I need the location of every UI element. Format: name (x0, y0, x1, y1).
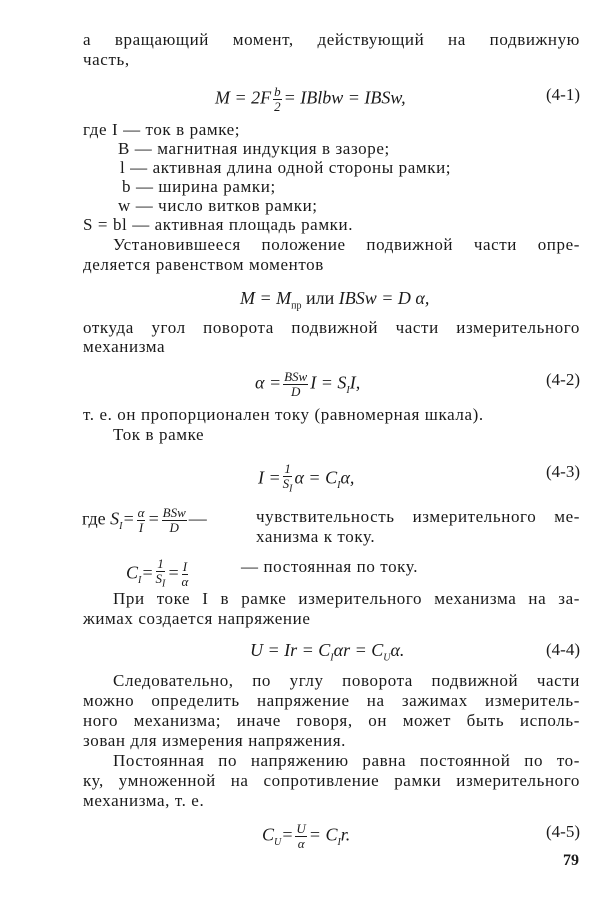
page-number: 79 (563, 852, 579, 869)
text-line: Постоянная по напряжению равна постоянной по то- (113, 751, 580, 770)
equation-number: (4-1) (546, 85, 580, 104)
text-line: зован для измерения напряжения. (83, 731, 346, 750)
equation-moments: $M = M_{пр}$ или IBSw = D α, (240, 288, 430, 312)
text-line: чувствительность измерительного ме- (256, 507, 580, 526)
text-line: Следовательно, по углу поворота подвижной части (113, 671, 580, 690)
equation-sensitivity: где $S_I=$ $\frac{\alpha}{I}$ = BSw D — (82, 505, 207, 535)
equation-4-1: M = 2F $\frac{b}{2}$ = IBlbw = IBSw, (215, 84, 406, 114)
text-line: ного механизма; иначе говоря, он может быть исполь- (83, 711, 580, 730)
text-line: откуда угол поворота подвижной части измерительного (83, 318, 580, 337)
equation-4-5: $C_U=$ $\frac{U}{\alpha}$ = $C_Ir$. (262, 821, 351, 851)
equation-4-4: $U = Ir = C_I\alpha r = C_U\alpha$. (250, 640, 405, 664)
equation-number: (4-2) (546, 370, 580, 389)
text-line: жимах создается напряжение (83, 609, 311, 628)
text-line: b — ширина рамки; (122, 177, 276, 196)
equation-number: (4-3) (546, 462, 580, 481)
text-line: можно определить напряжение на зажимах измеритель- (83, 691, 580, 710)
equation-4-2: α = BSw D $I = S_II$, (255, 369, 361, 399)
text-line: где I — ток в рамке; (83, 120, 241, 139)
text-line: w — число витков рамки; (118, 196, 318, 215)
text-line: а вращающий момент, действующий на подвижную (83, 30, 580, 49)
text-line: часть, (83, 50, 130, 69)
equation-4-3: I = $\frac{1}{S_I}$ $\alpha = C_I\alpha$, (258, 461, 355, 495)
text-line: деляется равенством моментов (83, 255, 324, 274)
text-line: ханизма к току. (256, 527, 376, 546)
text-line: B — магнитная индукция в зазоре; (118, 139, 390, 158)
equation-number: (4-4) (546, 640, 580, 659)
text-line: — постоянная по току. (241, 557, 419, 576)
text-line: l — активная длина одной стороны рамки; (120, 158, 452, 177)
text-line: При токе I в рамке измерительного механизма на за- (113, 589, 580, 608)
text-line: S = bl — активная площадь рамки. (83, 215, 354, 234)
equation-number: (4-5) (546, 822, 580, 841)
text-line: механизма, т. е. (83, 791, 205, 810)
equation-current-constant: $C_I=$ $\frac{1}{S_I}$ = $\frac{I}{\alpha}$ (126, 556, 189, 590)
text-line: Ток в рамке (113, 425, 205, 444)
text-line: ку, умноженной на сопротивление рамки измерительного (83, 771, 580, 790)
text-line: т. е. он пропорционален току (равномерная шкала). (83, 405, 484, 424)
text-line: механизма (83, 337, 166, 356)
text-line: Установившееся положение подвижной части опре- (113, 235, 580, 254)
